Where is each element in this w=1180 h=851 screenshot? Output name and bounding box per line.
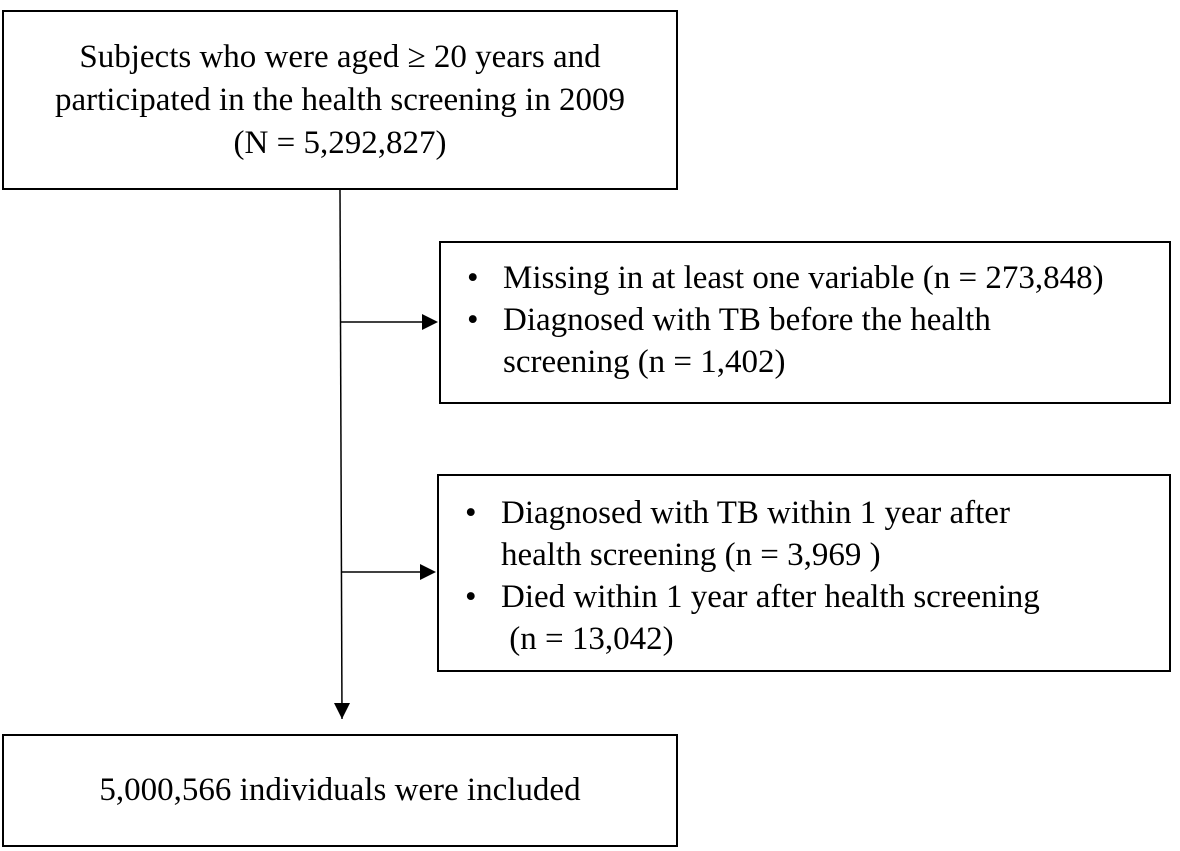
exclusion-2-arrowhead [420,564,436,580]
exclusion-2-item [459,492,1159,576]
exclusion-2-list [459,492,1159,660]
included-box [2,734,678,847]
exclusion-1-arrowhead [422,314,438,330]
exclusion-2-item-line-2: (n = 13,042) [501,621,674,657]
included-text: 5,000,566 individuals were included [99,772,581,808]
exclusion-2-item [459,576,1159,660]
exclusion-1-item-text: Missing in at least one variable (n = 273,848) [503,260,1104,296]
exclusion-1-item [461,299,1159,383]
bullet-icon: • [467,260,479,296]
exclusion-box-1 [439,241,1171,404]
bullet-icon: • [465,579,477,615]
exclusion-2-item-line-2: health screening (n = 3,969 ) [501,537,881,573]
enrollment-box [2,10,678,190]
enrollment-line-1: Subjects who were aged ≥ 20 years and [79,38,601,75]
exclusion-1-list [461,257,1159,383]
exclusion-2-item-line-1: Died within 1 year after health screening [501,579,1040,615]
main-arrowhead [334,703,350,719]
exclusion-1-item-line-2: screening (n = 1,402) [503,344,786,380]
exclusion-1-item [461,257,1159,299]
enrollment-line-2: participated in the health screening in 2009 [55,81,625,118]
main-vertical-arrow [340,190,342,719]
enrollment-line-3: (N = 5,292,827) [233,124,447,161]
bullet-icon: • [465,495,477,531]
bullet-icon: • [467,302,479,338]
exclusion-1-item-line-1: Diagnosed with TB before the health [503,302,991,338]
exclusion-box-2 [437,474,1171,672]
exclusion-2-item-line-1: Diagnosed with TB within 1 year after [501,495,1010,531]
